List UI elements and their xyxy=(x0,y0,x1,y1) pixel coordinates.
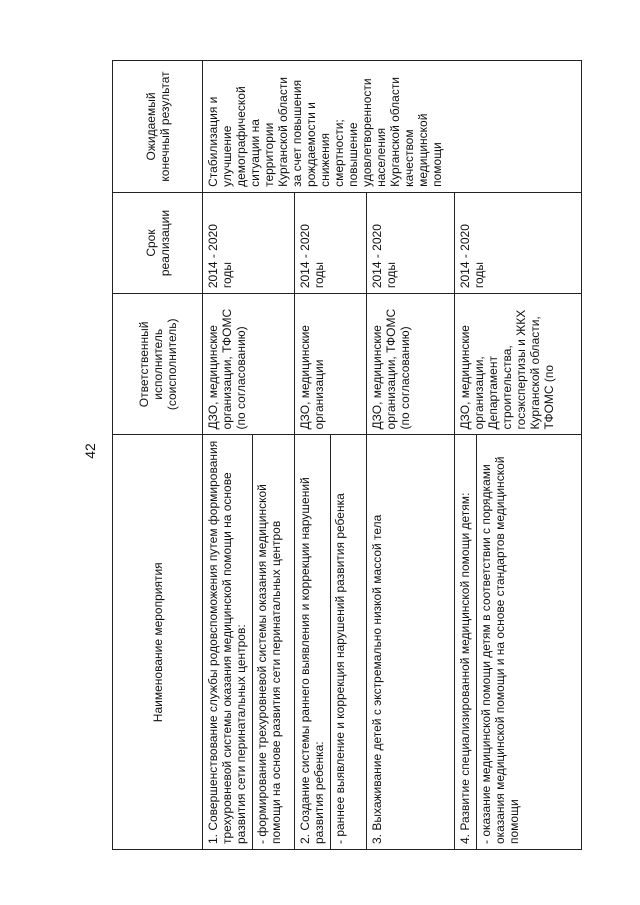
row4-title: 4. Развитие специализированной медицинской помощи детям: xyxy=(458,492,472,844)
row2-title: 2. Создание системы раннего выявления и коррекции нарушений развития ребенка: xyxy=(298,477,326,844)
row1-title: 1. Совершенствование службы родовспоможения путем формирования трехуровневой системы оказания медицинской помощи на основе развития сети перинатальных центров: xyxy=(206,440,248,844)
header-term: Срок реализации xyxy=(113,192,203,293)
row2-term: 2014 - 2020 годы xyxy=(295,192,367,293)
header-name: Наименование мероприятия xyxy=(113,435,203,850)
row1-name-cell xyxy=(203,435,295,850)
row1-executor: ДЗО, медицинские организации, ТФОМС (по согласованию) xyxy=(203,294,295,435)
row4-executor: ДЗО, медицинские организации, Департамент строительства, госэкспертизы и ЖКХ Курганской области, ТФОМС (по xyxy=(455,294,582,435)
row2-subitem: - раннее выявление и коррекция нарушений развития ребенка xyxy=(330,435,347,849)
row4-term: 2014 - 2020 годы xyxy=(455,192,582,293)
header-result: Ожидаемый конечный результат xyxy=(113,61,203,193)
row3-name-cell xyxy=(367,435,455,850)
table-container xyxy=(112,60,582,850)
measures-table xyxy=(112,60,582,850)
row2-name-cell xyxy=(295,435,367,850)
page-number: 42 xyxy=(82,443,98,459)
row3-term: 2014 - 2020 годы xyxy=(367,192,455,293)
header-executor: Ответственный исполнитель (соисполнитель) xyxy=(113,294,203,435)
row3-title: 3. Выхаживание детей с экстремально низкой массой тела xyxy=(370,514,384,844)
table-header-row xyxy=(113,61,203,850)
table-row xyxy=(203,61,295,850)
row2-executor: ДЗО, медицинские организации xyxy=(295,294,367,435)
row1-subitem: - формирование трехуровневой системы оказания медицинской помощи на основе развития сети перинатальных центров xyxy=(252,435,283,849)
row3-executor: ДЗО, медицинские организации, ТФОМС (по согласованию) xyxy=(367,294,455,435)
row4-subitem: - оказание медицинской помощи детям в соответствии с порядками оказания медицинской помощи и на основе стандартов медицинской помощи xyxy=(476,435,521,849)
row1-term: 2014 - 2020 годы xyxy=(203,192,295,293)
result-cell: Стабилизация и улучшение демографической ситуации на территории Курганской области за счет повышения рождаемости и снижения смертности; повышение удовлетворенности населения Курганской области качеством медицинской помощи xyxy=(203,61,582,193)
row4-name-cell xyxy=(455,435,582,850)
